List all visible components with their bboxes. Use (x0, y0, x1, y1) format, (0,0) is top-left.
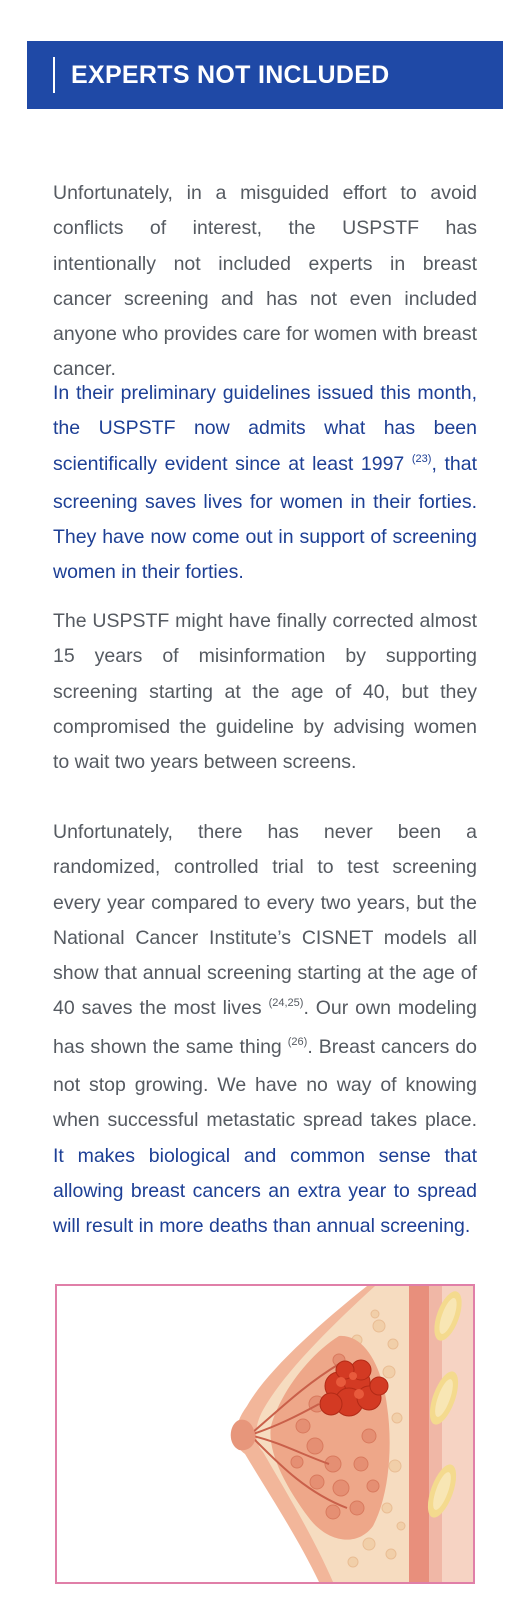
paragraph-annual-screening (53, 815, 477, 1245)
citation-ref: (24,25) (268, 997, 304, 1010)
section-title: EXPERTS NOT INCLUDED (71, 60, 390, 89)
paragraph-text: , that screening saves lives for women in their forties. They have now come out in support of screening women in their forties. (53, 452, 477, 584)
paragraph-text: Unfortunately, there has never been a randomized, controlled trial to test screening every year compared to every two years, but the National Cancer Institute’s CISNET models all show that annual screening starting at the age of 40 saves the most lives (53, 821, 477, 1020)
banner-accent-bar (53, 57, 55, 93)
paragraph-misinformation: The USPSTF might have finally corrected almost 15 years of misinformation by supporting screening starting at the age of 40, but they compromised the guideline by advising women to wait two years between screens. (53, 610, 477, 774)
section-banner (27, 41, 503, 109)
citation-ref: (26) (287, 1035, 308, 1048)
paragraph-text: . Breast cancers do not stop growing. We have no way of knowing when successful metastatic spread takes place. (53, 1035, 477, 1132)
paragraph-experts: Unfortunately, in a misguided effort to avoid conflicts of interest, the USPSTF has intentionally not included experts in breast cancer screening and has not even included anyone who provides care for women with breast cancer. (53, 182, 477, 381)
breast-anatomy-figure (55, 1284, 475, 1584)
paragraph-highlight: It makes biological and common sense that allowing breast cancers an extra year to spread will result in more deaths than annual screening. (53, 1144, 477, 1238)
paragraph-preliminary-guidelines (53, 376, 477, 591)
breast-anatomy-icon (57, 1286, 473, 1582)
paragraph-text: . Our own modeling has shown the same thing (53, 997, 477, 1058)
citation-ref: (23) (411, 452, 432, 465)
paragraph-text: In their preliminary guidelines issued this month, the USPSTF now admits what has been scientifically evident since at least 1997 (53, 382, 477, 475)
